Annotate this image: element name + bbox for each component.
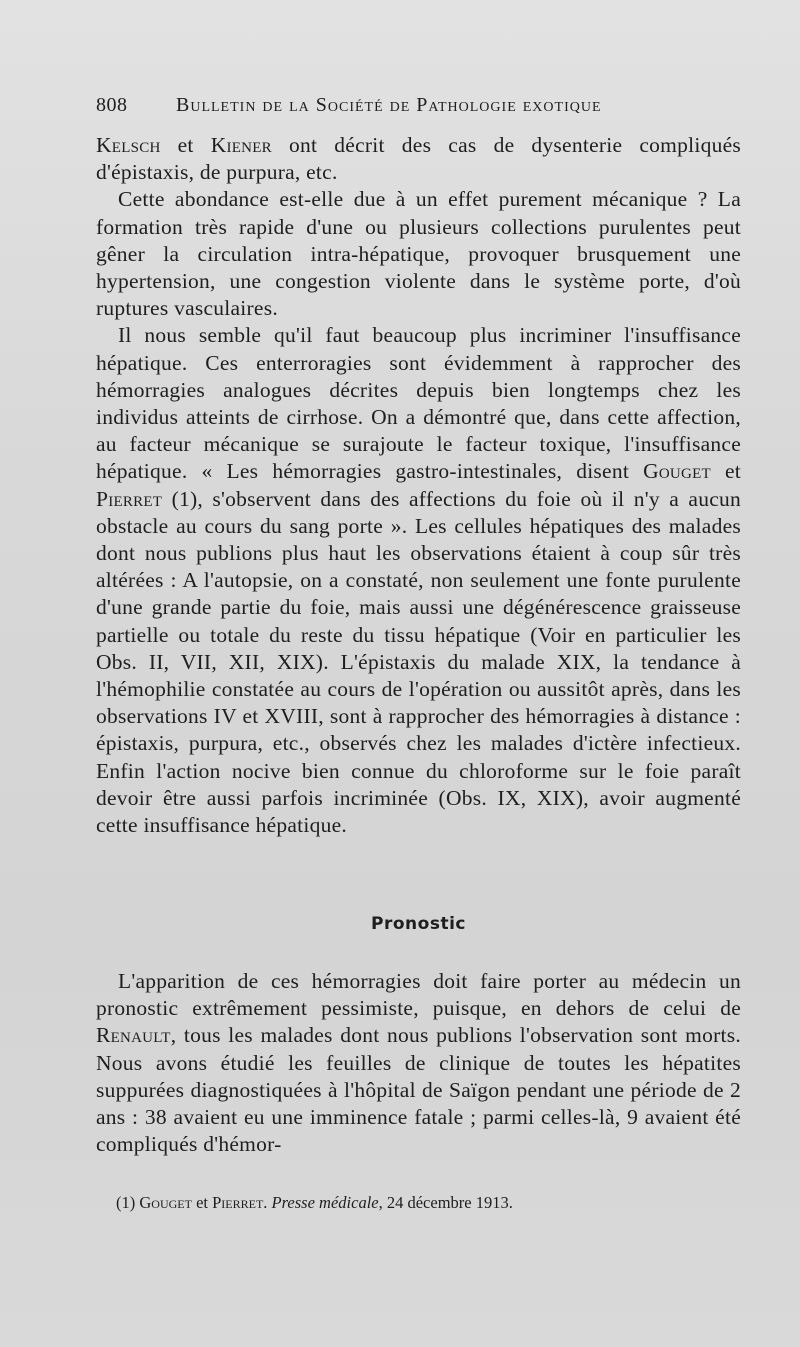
pronostic-part2: , tous les malades dont nous publions l'observation sont morts. Nous avons étudié les feuilles de clinique de toutes les hépatites suppurées diagnostiquées à l'hôpital de Saïgon pendant une période de 2 ans : 38 avaient eu une imminence fatale ; parmi celles-là, 9 avaient été compliqués d'hémor- bbox=[96, 1023, 741, 1157]
page-number: 808 bbox=[96, 94, 128, 116]
running-head bbox=[96, 94, 736, 122]
footnote-marker: (1) bbox=[116, 1193, 140, 1212]
main-text bbox=[96, 132, 741, 839]
paragraph-1-text: ont décrit des cas de dysenterie compliqués d'épistaxis, de purpura, etc. bbox=[96, 133, 741, 185]
author-renault: Renault bbox=[96, 1023, 171, 1048]
footnote-author-gouget: Gouget bbox=[139, 1193, 192, 1212]
paragraph-3-part2: (1), s'observent dans des affections du foie où il n'y a aucun obstacle au cours du sang porte ». Les cellules hépatiques des malades dont nous publions plus haut les observations étaient à coup sûr très altérées : A l'autopsie, on a constaté, non seulement une fonte purulente d'une grande partie du foie, mais aussi une dégénérescence graisseuse partielle ou totale du reste du tissu hépatique (Voir en particulier les Obs. II, VII, XII, XIX). L'épistaxis du malade XIX, la tendance à l'hémophilie constatée au cours de l'opération ou aussitôt après, dans les observations IV et XVIII, sont à rapprocher des hémorragies à distance : épistaxis, purpura, etc., observés chez les malades d'ictère infectieux. Enfin l'action nocive bien connue du chloroforme sur le foie paraît devoir être aussi parfois incriminée (Obs. IX, XIX), avoir augmenté cette insuffisance hépatique. bbox=[96, 486, 741, 838]
author-gouget: Gouget bbox=[643, 459, 711, 484]
paragraph-3 bbox=[96, 322, 741, 839]
pronostic-part1: L'apparition de ces hémorragies doit faire porter au médecin un pronostic extrêmement pessimiste, puisque, en dehors de celui de bbox=[96, 969, 741, 1021]
paragraph-1 bbox=[96, 132, 741, 186]
footnote-separator: . bbox=[263, 1193, 272, 1212]
conjunction: et bbox=[710, 459, 741, 484]
section-heading: Pronostic bbox=[371, 914, 466, 934]
footnote-date: , 24 décembre 1913. bbox=[378, 1193, 513, 1212]
footnote bbox=[116, 1192, 736, 1214]
author-kiener: Kiener bbox=[210, 133, 272, 157]
footnote-author-pierret: Pierret bbox=[212, 1193, 264, 1212]
paragraph-3-part1: Il nous semble qu'il faut beaucoup plus incriminer l'insuffisance hépatique. Ces enterroragies sont évidemment à rapprocher des hémorragies analogues décrites depuis bien longtemps chez les individus atteints de cirrhose. On a démontré que, dans cette affection, au facteur mécanique se surajoute le facteur toxique, l'insuffisance hépatique. « Les hémorragies gastro-intestinales, disent bbox=[96, 323, 741, 484]
footnote-journal: Presse médicale bbox=[271, 1193, 379, 1212]
footnote-conjunction: et bbox=[191, 1193, 213, 1212]
pronostic-paragraph bbox=[96, 968, 741, 1158]
author-kelsch: Kelsch bbox=[96, 133, 161, 157]
paragraph-2: Cette abondance est-elle due à un effet purement mécanique ? La formation très rapide d'une ou plusieurs collections purulentes peut gêner la circulation intra-hépatique, provoquer brusquement une hypertension, une congestion violente dans le système porte, d'où ruptures vasculaires. bbox=[96, 187, 741, 321]
author-pierret: Pierret bbox=[96, 486, 163, 511]
journal-title: Bulletin de la Société de Pathologie exotique bbox=[176, 94, 602, 116]
section-text bbox=[96, 968, 741, 1158]
conjunction: et bbox=[160, 133, 211, 157]
